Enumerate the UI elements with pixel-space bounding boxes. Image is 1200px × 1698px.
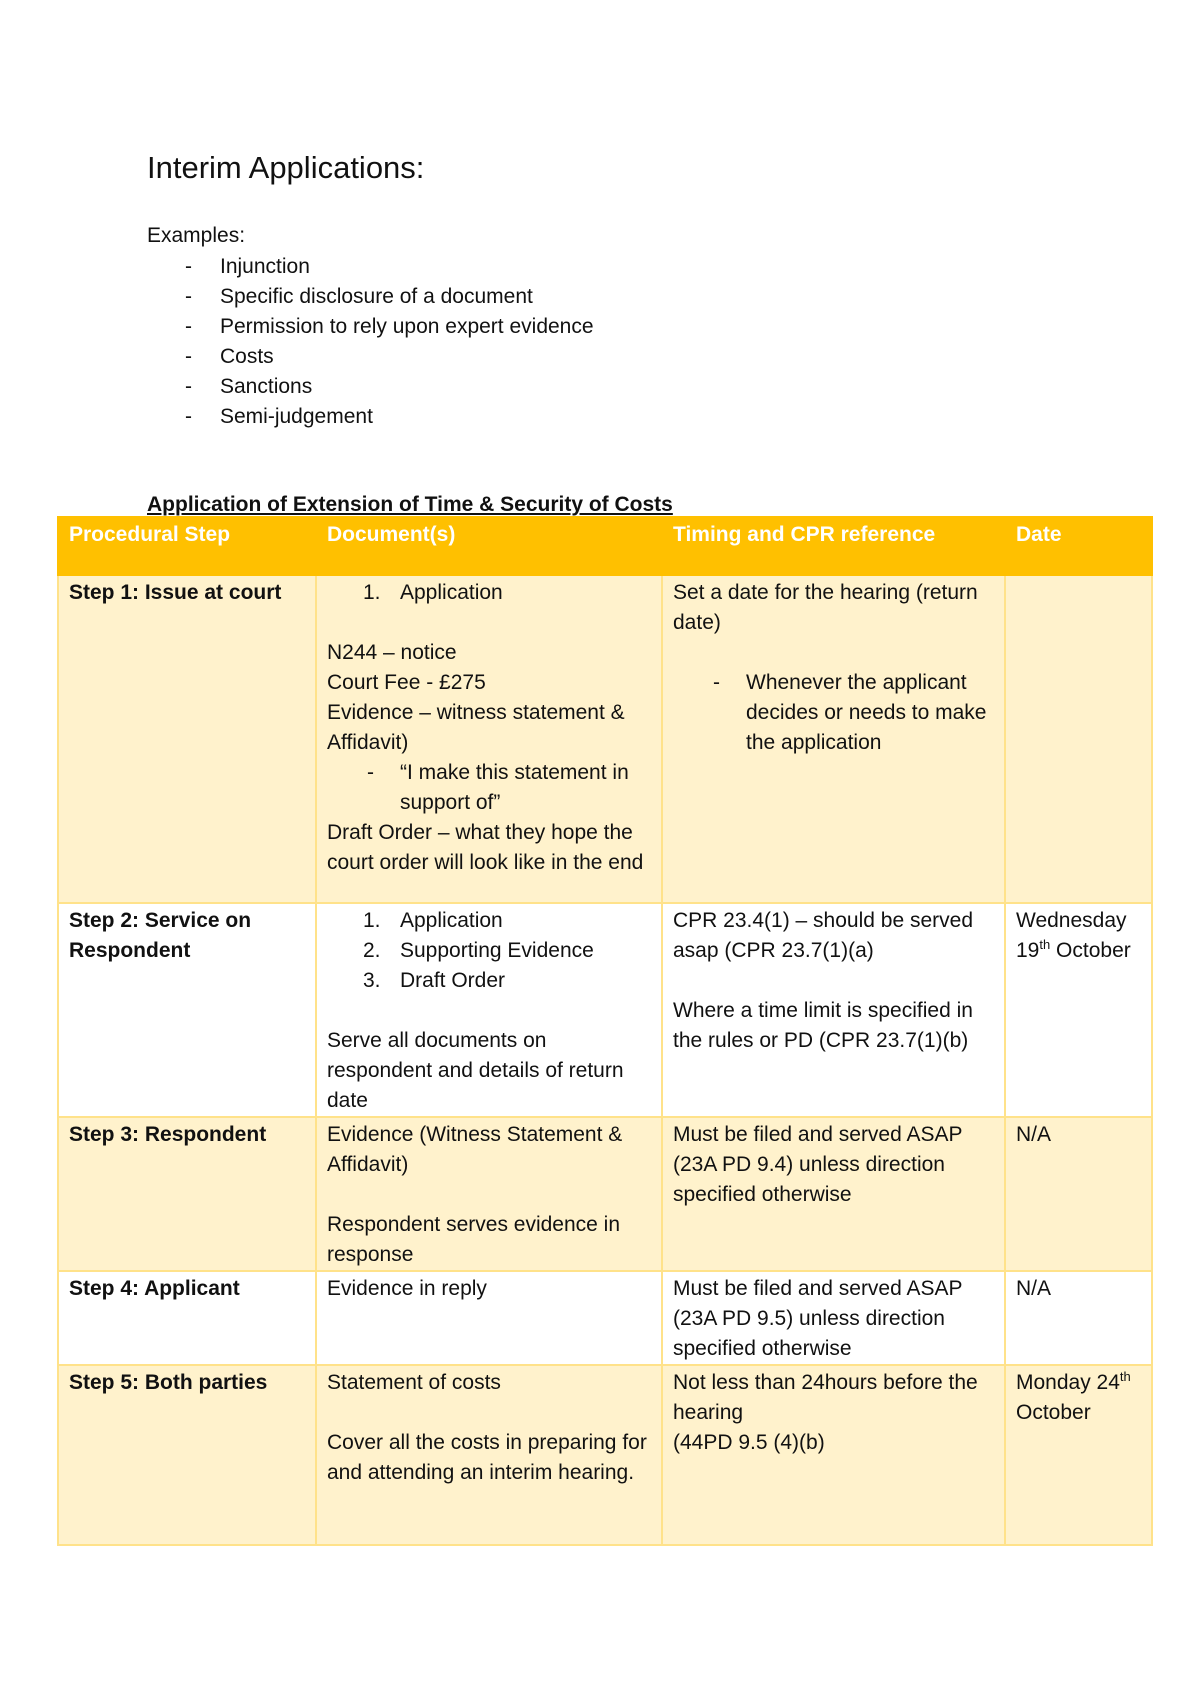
examples-list	[147, 252, 594, 432]
examples-label: Examples:	[147, 224, 246, 247]
documents-numbered-list	[327, 906, 651, 996]
timing-cell	[662, 575, 1005, 903]
list-item: 2. Supporting Evidence	[363, 939, 594, 962]
step-cell: Step 3: Respondent	[58, 1117, 316, 1271]
document-line: Serve all documents on respondent and details of return date	[327, 1029, 624, 1112]
list-item: - Injunction	[147, 252, 594, 282]
date-cell: N/A	[1005, 1117, 1152, 1271]
document-line: Statement of costs	[327, 1371, 501, 1394]
documents-cell	[316, 1117, 662, 1271]
document-line: N244 – notice	[327, 641, 457, 664]
documents-dash-list	[327, 758, 651, 818]
documents-cell	[316, 1365, 662, 1545]
page-title: Interim Applications:	[147, 150, 425, 185]
timing-dash-list	[673, 668, 994, 758]
document-line: Court Fee - £275	[327, 671, 486, 694]
dash-bullet-icon: -	[185, 255, 192, 278]
timing-cell	[662, 903, 1005, 1117]
documents-cell	[316, 575, 662, 903]
timing-text: (44PD 9.5 (4)(b)	[673, 1431, 825, 1454]
dash-bullet-icon: -	[185, 405, 192, 428]
column-header: Procedural Step	[58, 517, 316, 575]
column-header: Date	[1005, 517, 1152, 575]
step-cell: Step 1: Issue at court	[58, 575, 316, 903]
table-caption: Application of Extension of Time & Security of Costs	[147, 493, 673, 516]
table-header-row	[58, 517, 1152, 575]
dash-bullet-icon: -	[185, 315, 192, 338]
document-line: Cover all the costs in preparing for and attending an interim hearing.	[327, 1431, 647, 1484]
timing-text: Not less than 24hours before the hearing	[673, 1371, 978, 1424]
step-cell: Step 5: Both parties	[58, 1365, 316, 1545]
date-cell: N/A	[1005, 1271, 1152, 1365]
dash-bullet-icon: -	[185, 375, 192, 398]
dash-bullet-icon: -	[713, 671, 720, 694]
list-item: 1. Application	[363, 581, 503, 604]
list-item: - Specific disclosure of a document	[147, 282, 594, 312]
date-cell: Wednesday 19th October	[1005, 903, 1152, 1117]
list-item: - “I make this statement in support of”	[327, 758, 651, 818]
date-cell	[1005, 575, 1152, 903]
timing-text: Where a time limit is specified in the rules or PD (CPR 23.7(1)(b)	[673, 999, 973, 1052]
step-cell: Step 4: Applicant	[58, 1271, 316, 1365]
dash-bullet-icon: -	[185, 285, 192, 308]
timing-cell	[662, 1365, 1005, 1545]
list-item: 1. Application	[363, 909, 503, 932]
dash-bullet-icon: -	[185, 345, 192, 368]
table-row	[58, 1271, 1152, 1365]
step-cell: Step 2: Service on Respondent	[58, 903, 316, 1117]
timing-text: CPR 23.4(1) – should be served asap (CPR 23.7(1)(a)	[673, 909, 973, 962]
dash-bullet-icon: -	[367, 761, 374, 784]
document-line: Evidence – witness statement & Affidavit)	[327, 701, 625, 754]
document-line: Draft Order – what they hope the court order will look like in the end	[327, 821, 644, 874]
document-line: Respondent serves evidence in response	[327, 1213, 621, 1266]
list-item: - Permission to rely upon expert evidence	[147, 312, 594, 342]
timing-cell: Must be filed and served ASAP (23A PD 9.4) unless direction specified otherwise	[662, 1117, 1005, 1271]
document-line: Evidence (Witness Statement & Affidavit)	[327, 1123, 623, 1176]
documents-numbered-list	[327, 578, 651, 608]
table-row	[58, 575, 1152, 903]
column-header: Document(s)	[316, 517, 662, 575]
list-item: 3. Draft Order	[363, 969, 506, 992]
timing-cell: Must be filed and served ASAP (23A PD 9.5) unless direction specified otherwise	[662, 1271, 1005, 1365]
procedure-table	[57, 516, 1153, 1546]
list-item: - Semi-judgement	[147, 402, 594, 432]
table-row	[58, 1117, 1152, 1271]
timing-text: Set a date for the hearing (return date)	[673, 581, 978, 634]
documents-cell	[316, 903, 662, 1117]
list-item: - Whenever the applicant decides or needs to make the application	[673, 668, 994, 758]
list-item: - Sanctions	[147, 372, 594, 402]
documents-cell: Evidence in reply	[316, 1271, 662, 1365]
list-item: - Costs	[147, 342, 594, 372]
table-row	[58, 1365, 1152, 1545]
table-row	[58, 903, 1152, 1117]
column-header: Timing and CPR reference	[662, 517, 1005, 575]
date-cell: Monday 24th October	[1005, 1365, 1152, 1545]
